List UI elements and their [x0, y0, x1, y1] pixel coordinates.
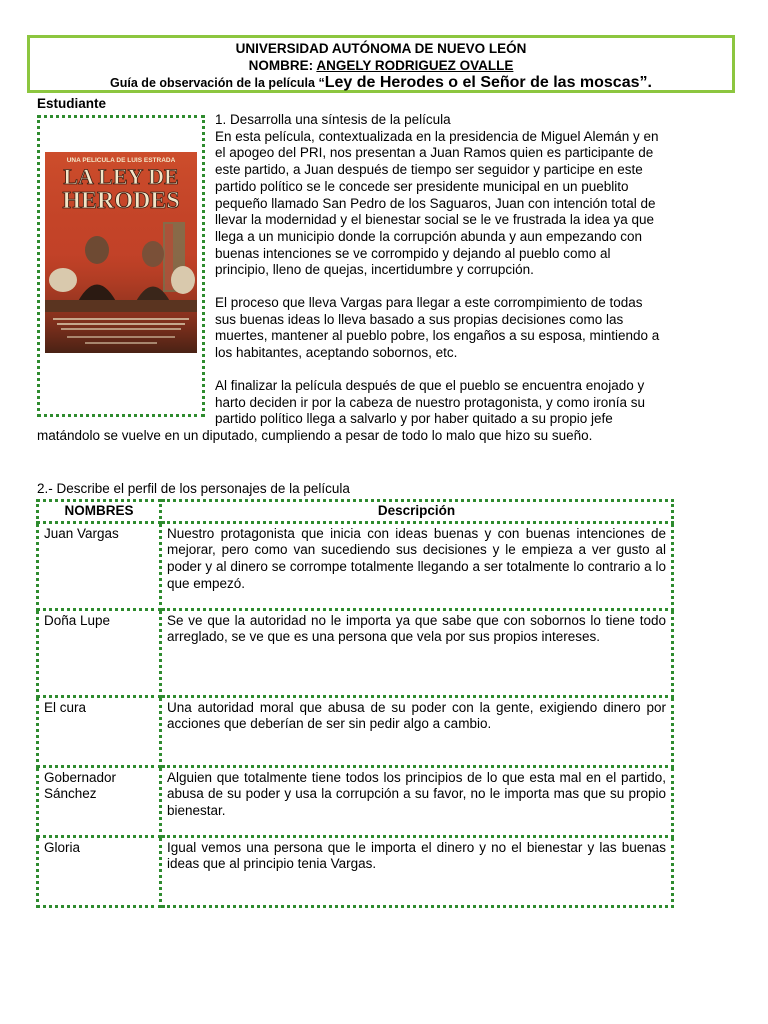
- header-description: Descripción: [161, 501, 673, 523]
- synthesis-line: sus buenas ideas lo lleva basado a sus propias decisiones como las: [215, 311, 624, 327]
- student-name-line: [30, 57, 732, 74]
- character-description: Se ve que la autoridad no le importa ya que sabe que con sobornos lo tiene todo arreglado, se ve que es una persona que vela por sus propios intereses.: [161, 609, 673, 696]
- student-label: Estudiante: [37, 96, 107, 111]
- synthesis-line: este partido, a Juan después de tiempo ser seguidor y participe en este: [215, 162, 643, 178]
- table-row: [38, 836, 673, 906]
- poster-title-line1: LA LEY DE: [63, 164, 179, 189]
- character-description: Igual vemos una persona que le importa el dinero y no el bienestar y las buenas ideas que al principio tenia Vargas.: [161, 836, 673, 906]
- character-description: Alguien que totalmente tiene todos los principios de lo que esta mal en el partido, abusa de su poder y usa la corrupción a su favor, no le importa mas que su propio bienestar.: [161, 766, 673, 836]
- synthesis-line: partido político llega a salvarlo y por haber quitado a su propio jefe: [215, 411, 613, 427]
- synthesis-line: el apogeo del PRI, nos presentan a Juan Ramos quien es participante de: [215, 145, 654, 161]
- characters-table: [36, 499, 674, 908]
- synthesis-line: llega a un municipio donde la corrupción abunda y aun empezando con: [215, 228, 643, 244]
- header-names: NOMBRES: [38, 501, 161, 523]
- document-header: [27, 35, 735, 93]
- synthesis-line: En esta película, contextualizada en la presidencia de Miguel Alemán y en: [215, 128, 659, 144]
- name-prefix: NOMBRE:: [248, 58, 317, 73]
- synthesis-line: muertes, mantener al pueblo pobre, los engaños a su esposa, mintiendo a: [215, 328, 660, 344]
- character-name: Juan Vargas: [38, 522, 161, 609]
- table-row: [38, 522, 673, 609]
- synthesis-line: El proceso que lleva Vargas para llegar a este corrompimiento de todas: [215, 295, 643, 310]
- synthesis-line: pequeño llamado San Pedro de los Saguaros, Juan con intención total de: [215, 195, 656, 211]
- character-description: Nuestro protagonista que inicia con ideas buenas y con buenas intenciones de mejorar, pero como van sucediendo sus decisiones y le empieza a ver gusto al poder y al dinero se corrompe totalmente llegando a ser totalmente lo contrario a lo que empezó.: [161, 522, 673, 609]
- university-name: UNIVERSIDAD AUTÓNOMA DE NUEVO LEÓN: [235, 41, 527, 56]
- synthesis-line: 1. Desarrolla una síntesis de la película: [215, 112, 451, 127]
- synthesis-line: llevar la modernidad y el bienestar social se le ve frustrada la idea ya que: [215, 212, 654, 228]
- table-row: [38, 766, 673, 836]
- guide-title-prefix: Guía de observación de la película “: [110, 76, 325, 90]
- table-header-row: [38, 501, 673, 523]
- character-name: Gloria: [38, 836, 161, 906]
- table-row: [38, 696, 673, 766]
- movie-poster-image: [45, 152, 197, 353]
- student-name: ANGELY RODRIGUEZ OVALLE: [316, 58, 514, 73]
- character-name: Doña Lupe: [38, 609, 161, 696]
- synthesis-line: matándolo se vuelve en un diputado, cumpliendo a pesar de todo lo malo que hizo su sueño.: [37, 427, 593, 443]
- guide-title-line: [30, 74, 732, 92]
- synthesis-line: harto deciden ir por la cabeza de nuestro protagonista, y como ironía su: [215, 394, 646, 410]
- character-description: Una autoridad moral que abusa de su poder con la gente, exigiendo dinero por acciones que deberían de ser sin pedir algo a cambio.: [161, 696, 673, 766]
- synthesis-line: principio, lleno de quejas, incertidumbre y corrupción.: [215, 262, 534, 278]
- movie-title: Ley de Herodes o el Señor de las moscas”.: [324, 74, 652, 91]
- table-row: [38, 609, 673, 696]
- poster-title-line2: HERODES: [62, 188, 180, 214]
- character-name: El cura: [38, 696, 161, 766]
- question-2: 2.- Describe el perfil de los personajes de la película: [37, 481, 350, 496]
- synthesis-line: buenas intenciones se ve corrompido y dejando al pueblo como al: [215, 245, 611, 261]
- synthesis-line: Al finalizar la película después de que el pueblo se encuentra enojado y: [215, 377, 645, 393]
- poster-frame: [37, 115, 205, 417]
- poster-top-text: UNA PELICULA DE LUIS ESTRADA: [66, 157, 176, 164]
- synthesis-line: los habitantes, aceptando sobornos, etc.: [215, 345, 458, 361]
- synthesis-line: partido político se le concede ser presidente municipal en un pueblito: [215, 178, 629, 194]
- character-name: Gobernador Sánchez: [38, 766, 161, 836]
